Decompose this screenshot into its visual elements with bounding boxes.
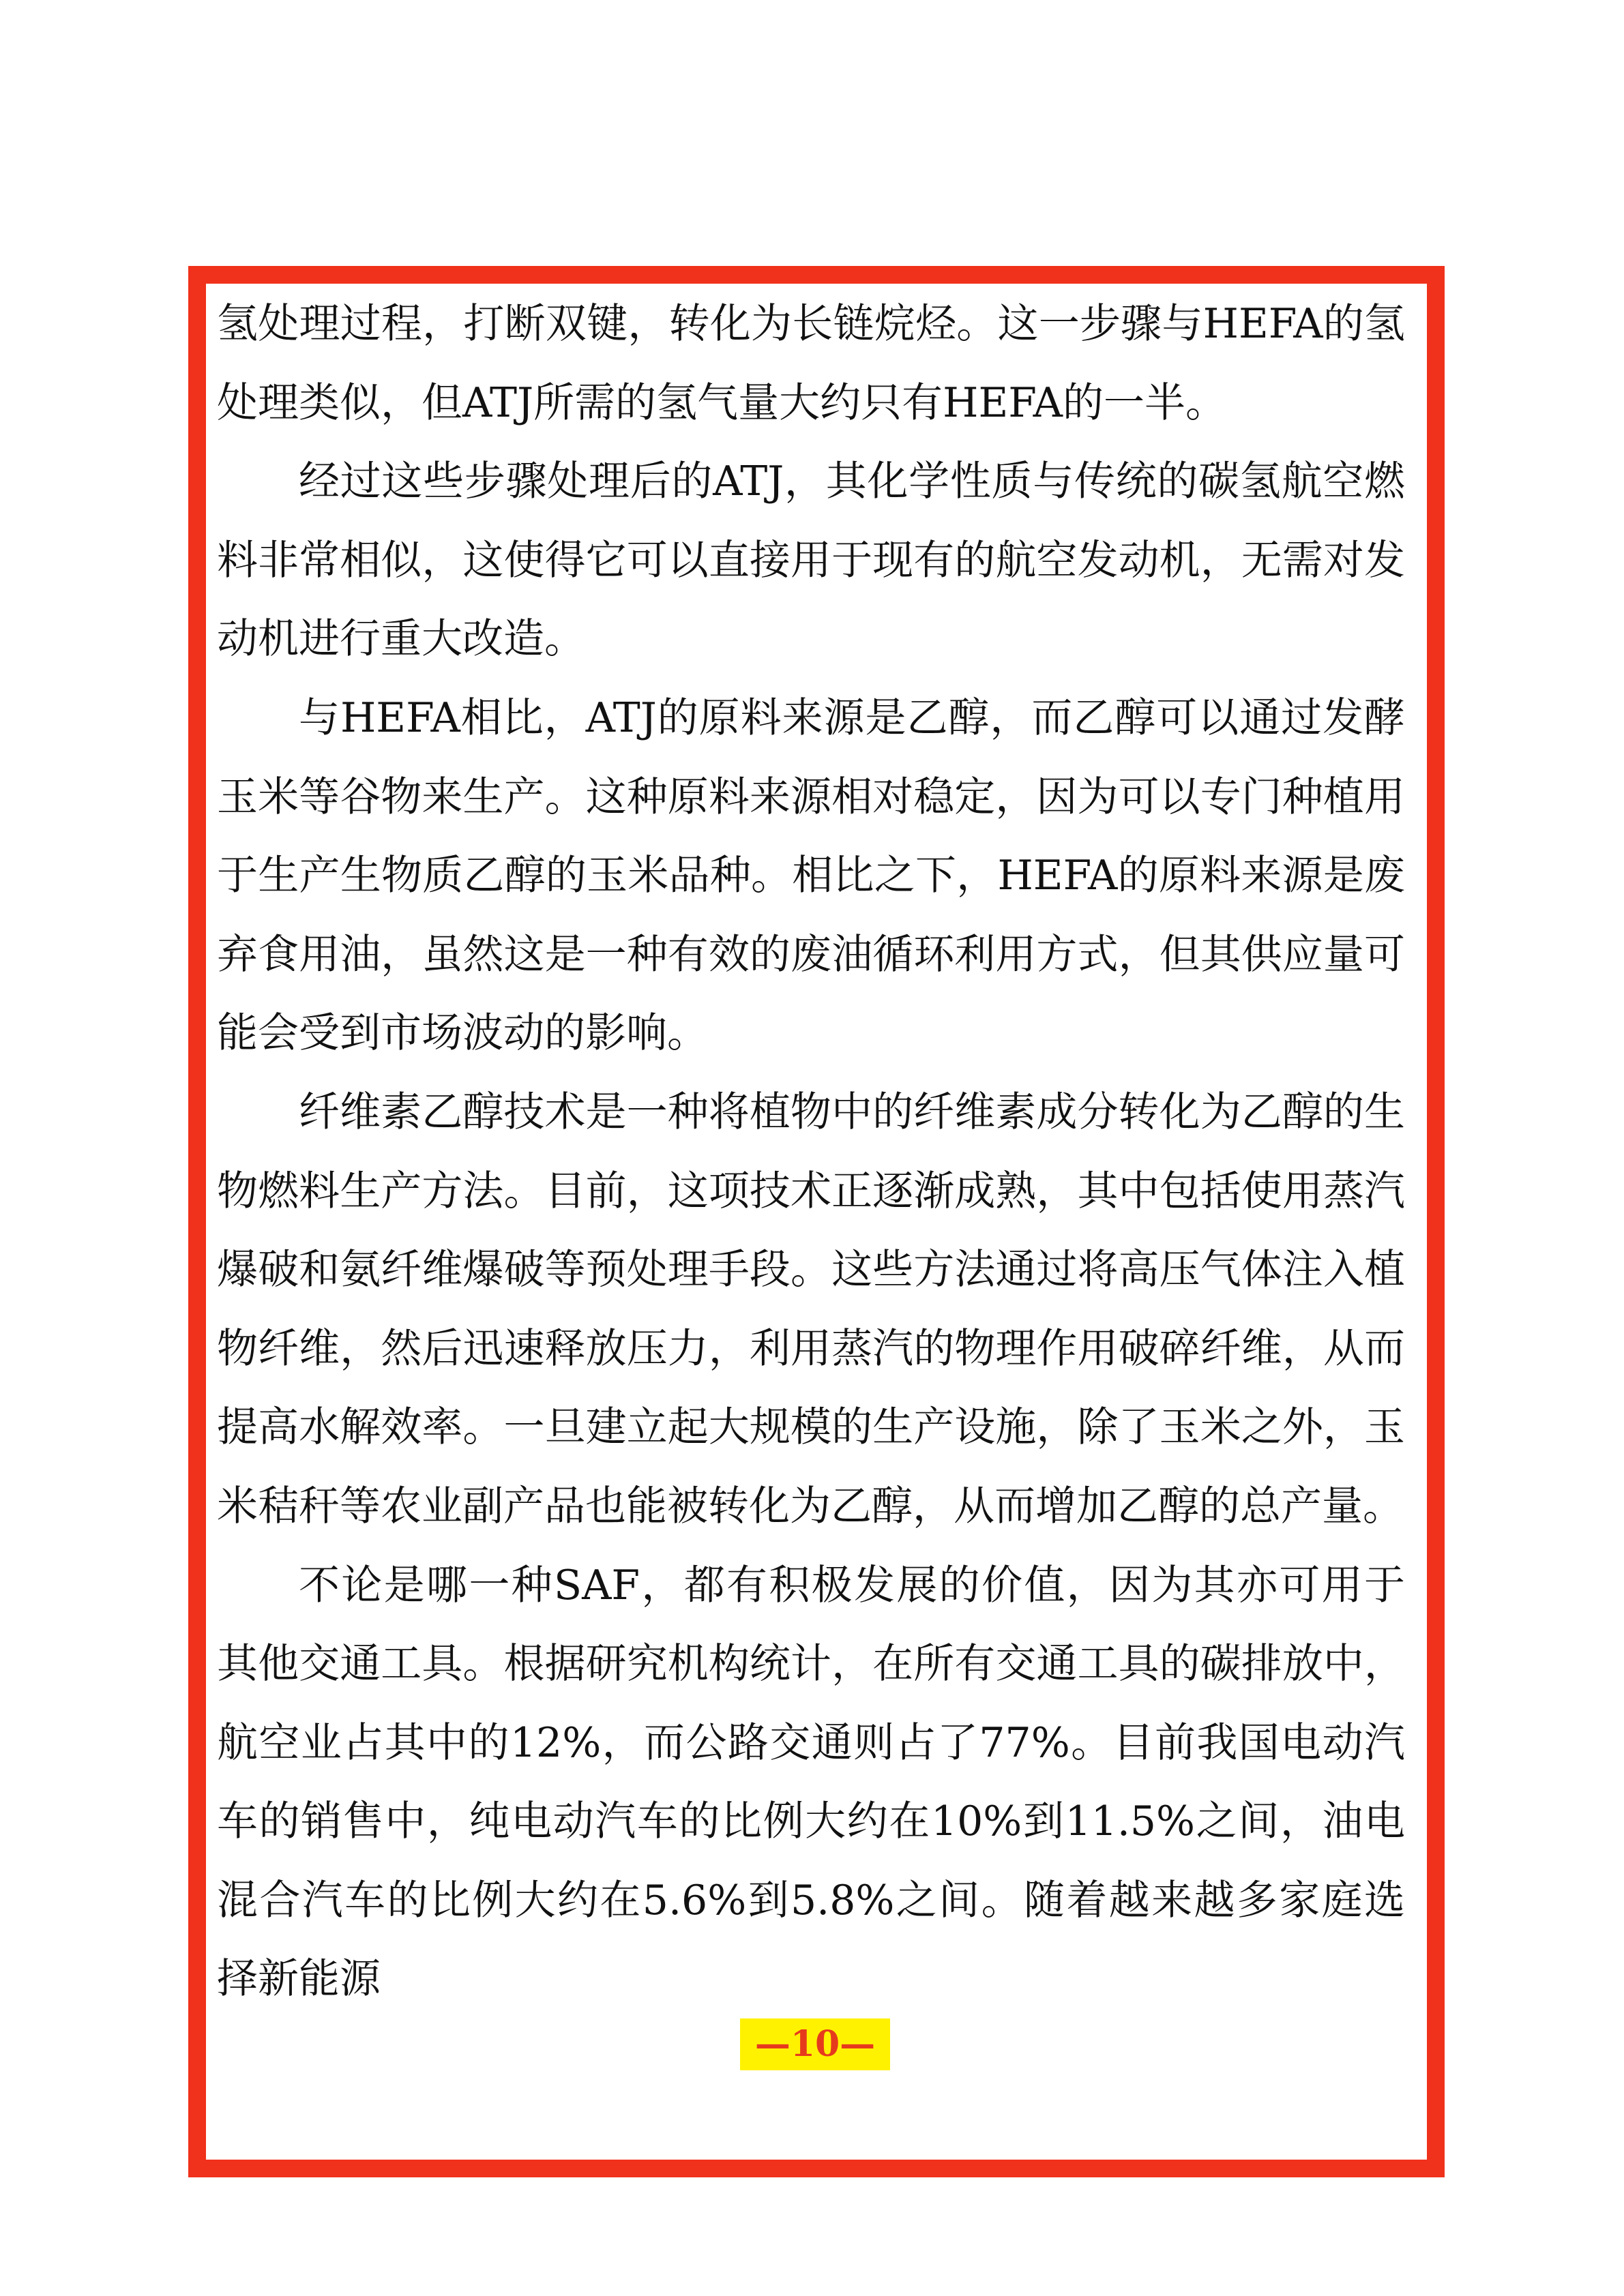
paragraph-atj-properties: 经过这些步骤处理后的ATJ，其化学性质与传统的碳氢航空燃料非常相似，这使得它可以直接用于现有的航空发动机，无需对发动机进行重大改造。 <box>217 458 1405 664</box>
page-number: —10— <box>740 2018 890 2070</box>
paragraph-hydrotreating: 氢处理过程，打断双键，转化为长链烷烃。这一步骤与HEFA的氢处理类似，但ATJ所需的氢气量大约只有HEFA的一半。 <box>217 300 1405 427</box>
document-body <box>217 285 1405 2019</box>
paragraph-saf-value: 不论是哪一种SAF，都有积极发展的价值，因为其亦可用于其他交通工具。根据研究机构统计，在所有交通工具的碳排放中，航空业占其中的12%，而公路交通则占了77%。目前我国电动汽车的销售中，纯电动汽车的比例大约在10%到11.5%之间，油电混合汽车的比例大约在5.6%到5.8%之间。随着越来越多家庭选择新能源 <box>217 1561 1405 2003</box>
paragraph-cellulosic-ethanol: 纤维素乙醇技术是一种将植物中的纤维素成分转化为乙醇的生物燃料生产方法。目前，这项技术正逐渐成熟，其中包括使用蒸汽爆破和氨纤维爆破等预处理手段。这些方法通过将高压气体注入植物纤维，然后迅速释放压力，利用蒸汽的物理作用破碎纤维，从而提高水解效率。一旦建立起大规模的生产设施，除了玉米之外，玉米秸秆等农业副产品也能被转化为乙醇，从而增加乙醇的总产量。 <box>217 1088 1405 1530</box>
paragraph-feedstock-comparison: 与HEFA相比，ATJ的原料来源是乙醇，而乙醇可以通过发酵玉米等谷物来生产。这种原料来源相对稳定，因为可以专门种植用于生产生物质乙醇的玉米品种。相比之下，HEFA的原料来源是废弃食用油，虽然这是一种有效的废油循环利用方式，但其供应量可能会受到市场波动的影响。 <box>217 694 1405 1058</box>
